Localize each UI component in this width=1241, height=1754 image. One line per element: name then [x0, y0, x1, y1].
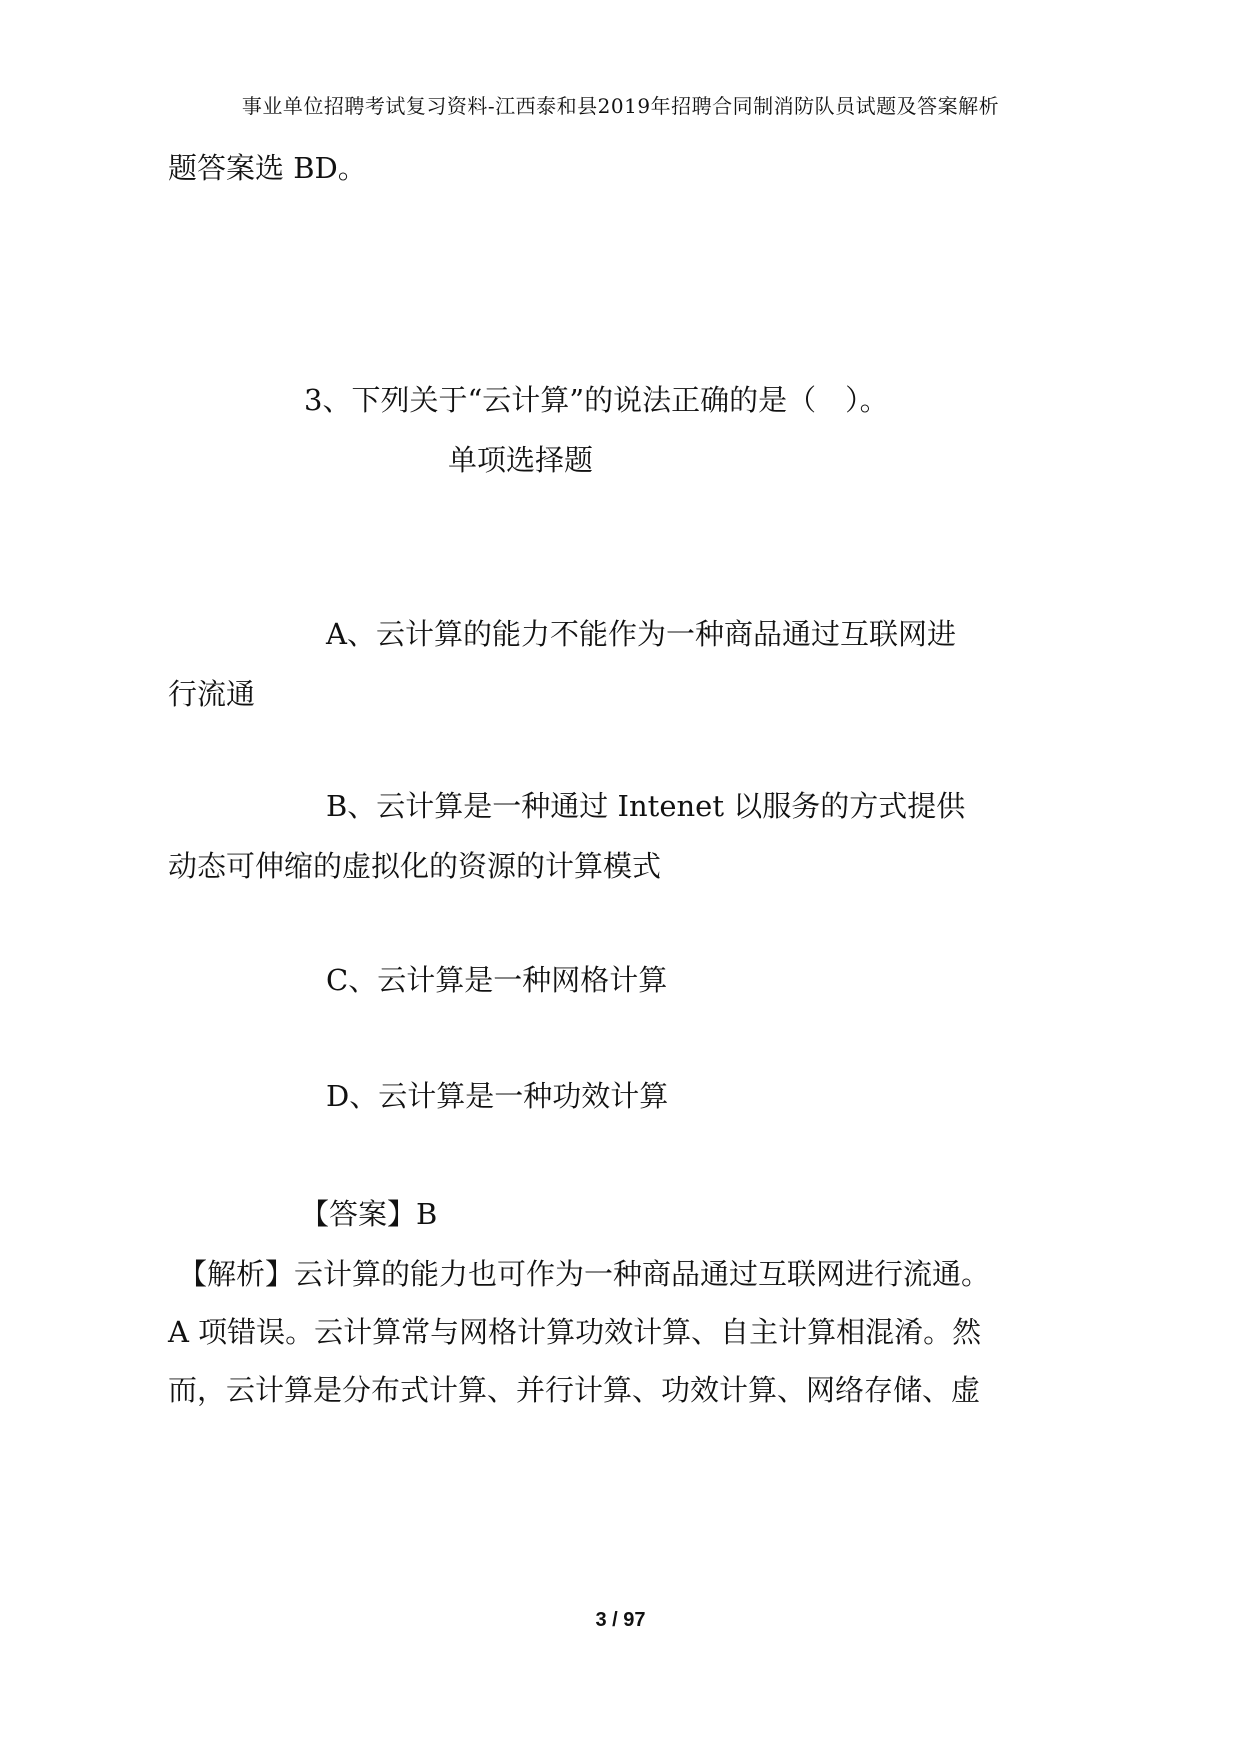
option-b-line2: 动态可伸缩的虚拟化的资源的计算模式: [168, 849, 662, 883]
answer-line: 【答案】B: [300, 1197, 438, 1231]
page-number: 3 / 97: [595, 1609, 646, 1631]
page-header-title: 事业单位招聘考试复习资料-江西泰和县2019年招聘合同制消防队员试题及答案解析: [241, 94, 1000, 118]
analysis-line-3: 而，云计算是分布式计算、并行计算、功效计算、网络存储、虚: [168, 1373, 981, 1407]
question-type-label: 单项选择题: [448, 443, 594, 477]
question-stem: 3、下列关于“云计算”的说法正确的是（ ）。: [304, 383, 889, 417]
analysis-line-1: 【解析】云计算的能力也可作为一种商品通过互联网进行流通。: [178, 1257, 991, 1291]
option-b-line1: B、云计算是一种通过 Intenet 以服务的方式提供: [326, 789, 966, 823]
option-a-line2: 行流通: [168, 677, 256, 711]
analysis-line-2: A 项错误。云计算常与网格计算功效计算、自主计算相混淆。然: [168, 1315, 982, 1349]
previous-answer-tail: 题答案选 BD。: [168, 151, 367, 185]
option-c: C、云计算是一种网格计算: [326, 963, 668, 997]
option-d: D、云计算是一种功效计算: [326, 1079, 669, 1113]
option-a-line1: A、云计算的能力不能作为一种商品通过互联网进: [326, 617, 956, 651]
